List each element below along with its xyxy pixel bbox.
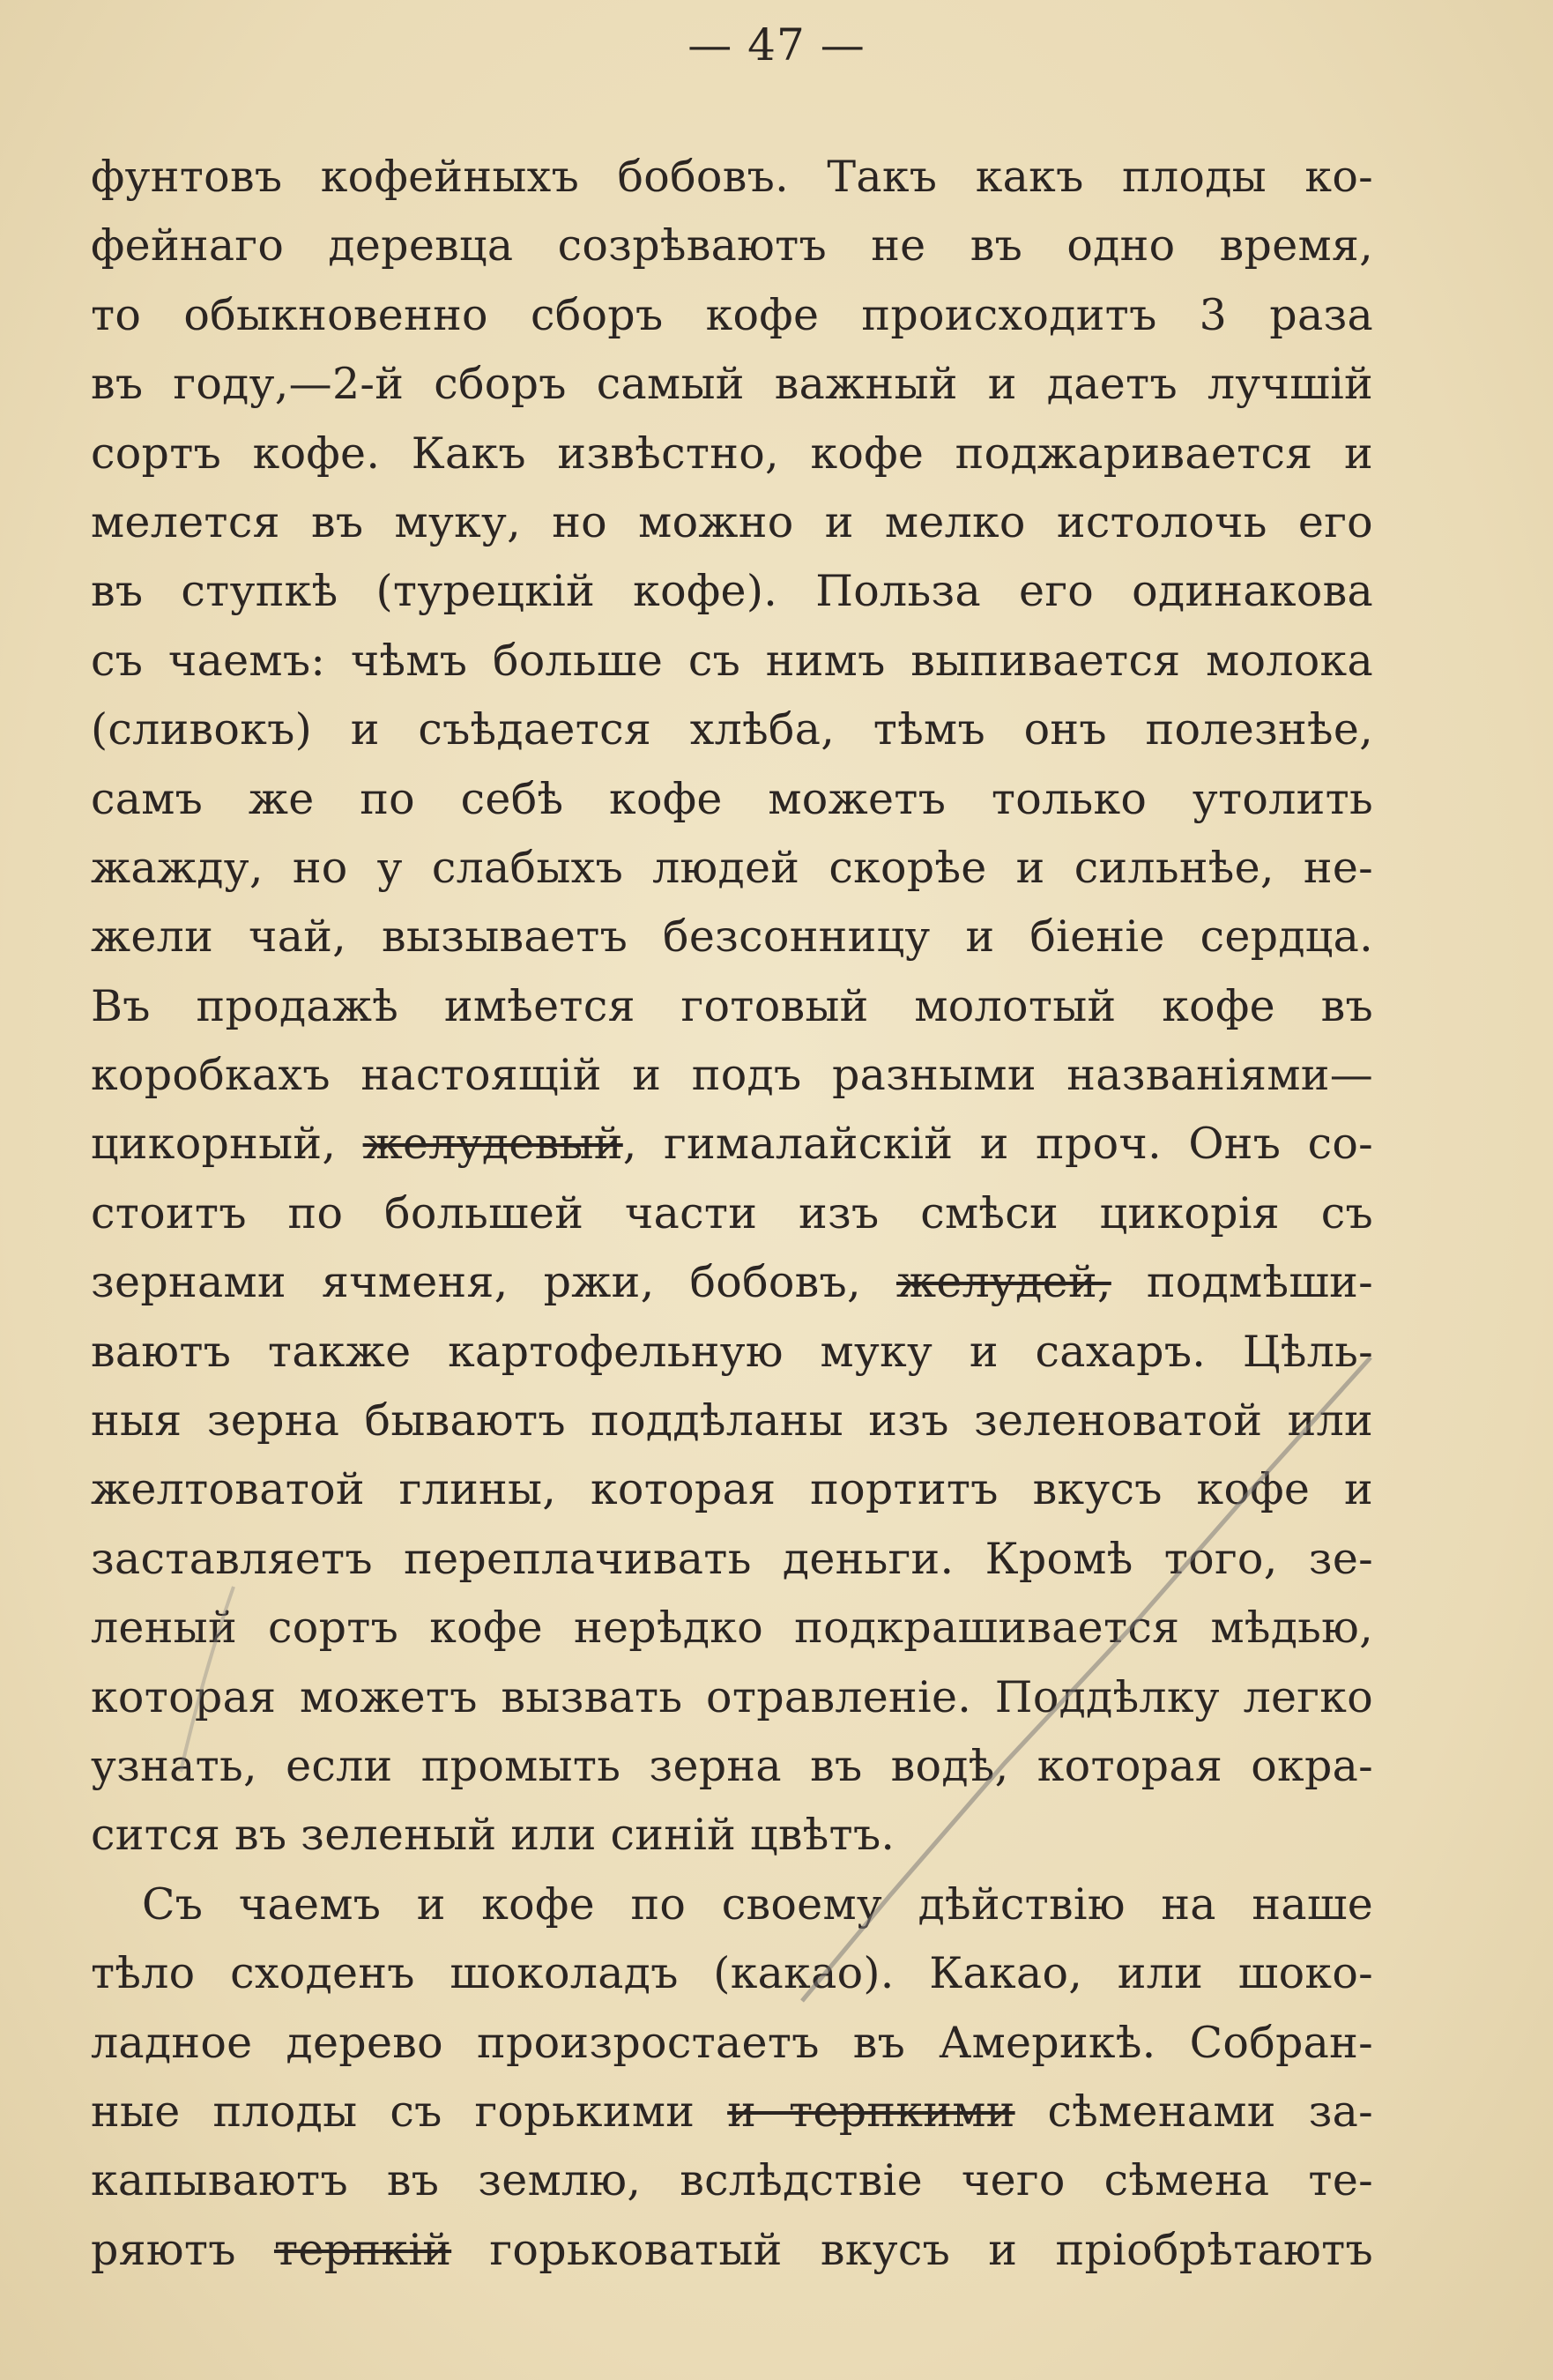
body-text: [91, 143, 1373, 2285]
text-line: капываютъ въ землю, вслѣдствіе чего сѣмена те-: [91, 2155, 1373, 2206]
text-line: Съ чаемъ и кофе по своему дѣйствію на наше: [142, 1878, 1373, 1930]
text-line: желтоватой глины, которая портитъ вкусъ кофе и: [91, 1464, 1373, 1515]
text-line: коробкахъ настоящій и подъ разными названіями—: [91, 1050, 1373, 1101]
text-line: [91, 2078, 1373, 2146]
page-number: — 47 —: [687, 19, 866, 71]
text-segment: горьковатый вкусъ и пріобрѣтаютъ: [451, 2224, 1373, 2275]
text-line: стоитъ по большей части изъ смѣси цикорія съ: [91, 1187, 1373, 1238]
text-line: фейнаго деревца созрѣваютъ не въ одно время,: [91, 220, 1373, 271]
text-line: самъ же по себѣ кофе можетъ только утолить: [91, 773, 1373, 824]
text-segment: сѣменами за-: [1014, 2086, 1374, 2137]
text-segment: ные плоды съ горькими: [91, 2086, 728, 2137]
text-line: ладное дерево произростаетъ въ Америкѣ. Собран-: [91, 2017, 1373, 2068]
text-line: ваютъ также картофельную муку и сахаръ. Цѣль-: [91, 1326, 1373, 1377]
text-segment: зернами ячменя, ржи, бобовъ,: [91, 1257, 896, 1308]
text-line: заставляетъ переплачивать деньги. Кромѣ того, зе-: [91, 1533, 1373, 1584]
text-line: [91, 1248, 1373, 1317]
text-line: [91, 1110, 1373, 1179]
text-line: фунтовъ кофейныхъ бобовъ. Такъ какъ плоды ко-: [91, 152, 1373, 202]
text-line: леный сортъ кофе нерѣдко подкрашивается мѣдью,: [91, 1603, 1373, 1654]
struck-out-word: желудей,: [895, 1257, 1111, 1308]
text-line: (сливокъ) и съѣдается хлѣба, тѣмъ онъ полезнѣе,: [91, 704, 1373, 755]
text-segment: цикорный,: [91, 1119, 363, 1170]
text-line: тѣло сходенъ шоколадъ (какао). Какао, или шоко-: [91, 1948, 1373, 1999]
text-line: жажду, но у слабыхъ людей скорѣе и сильнѣе, не-: [91, 842, 1373, 893]
text-segment: подмѣши-: [1111, 1257, 1373, 1308]
text-line: [91, 2216, 1373, 2285]
text-line: сортъ кофе. Какъ извѣстно, кофе поджаривается и: [91, 428, 1373, 479]
text-line: жели чай, вызываетъ безсонницу и біеніе сердца.: [91, 911, 1373, 963]
text-line: которая можетъ вызвать отравленіе. Поддѣлку легко: [91, 1671, 1373, 1722]
text-segment: , гималайскій и проч. Онъ со-: [622, 1119, 1373, 1170]
struck-out-word: желудевый: [362, 1119, 623, 1170]
text-line: то обыкновенно сборъ кофе происходитъ 3 раза: [91, 289, 1373, 340]
text-line: узнать, если промыть зерна въ водѣ, которая окра-: [91, 1740, 1373, 1791]
struck-out-word: и терпкими: [727, 2086, 1015, 2137]
text-segment: ряютъ: [91, 2224, 274, 2275]
text-line: въ году,—2-й сборъ самый важный и даетъ лучшій: [91, 359, 1373, 410]
struck-out-word: терпкій: [273, 2224, 452, 2275]
text-line: Въ продажѣ имѣется готовый молотый кофе въ: [91, 980, 1373, 1031]
text-line: ныя зерна бываютъ поддѣланы изъ зеленоватой или: [91, 1395, 1373, 1447]
text-line: сится въ зеленый или синій цвѣтъ.: [91, 1810, 895, 1861]
text-line: въ ступкѣ (турецкій кофе). Польза его одинакова: [91, 566, 1373, 617]
text-line: съ чаемъ: чѣмъ больше съ нимъ выпивается молока: [91, 635, 1373, 686]
text-line: мелется въ муку, но можно и мелко истолочь его: [91, 496, 1373, 547]
